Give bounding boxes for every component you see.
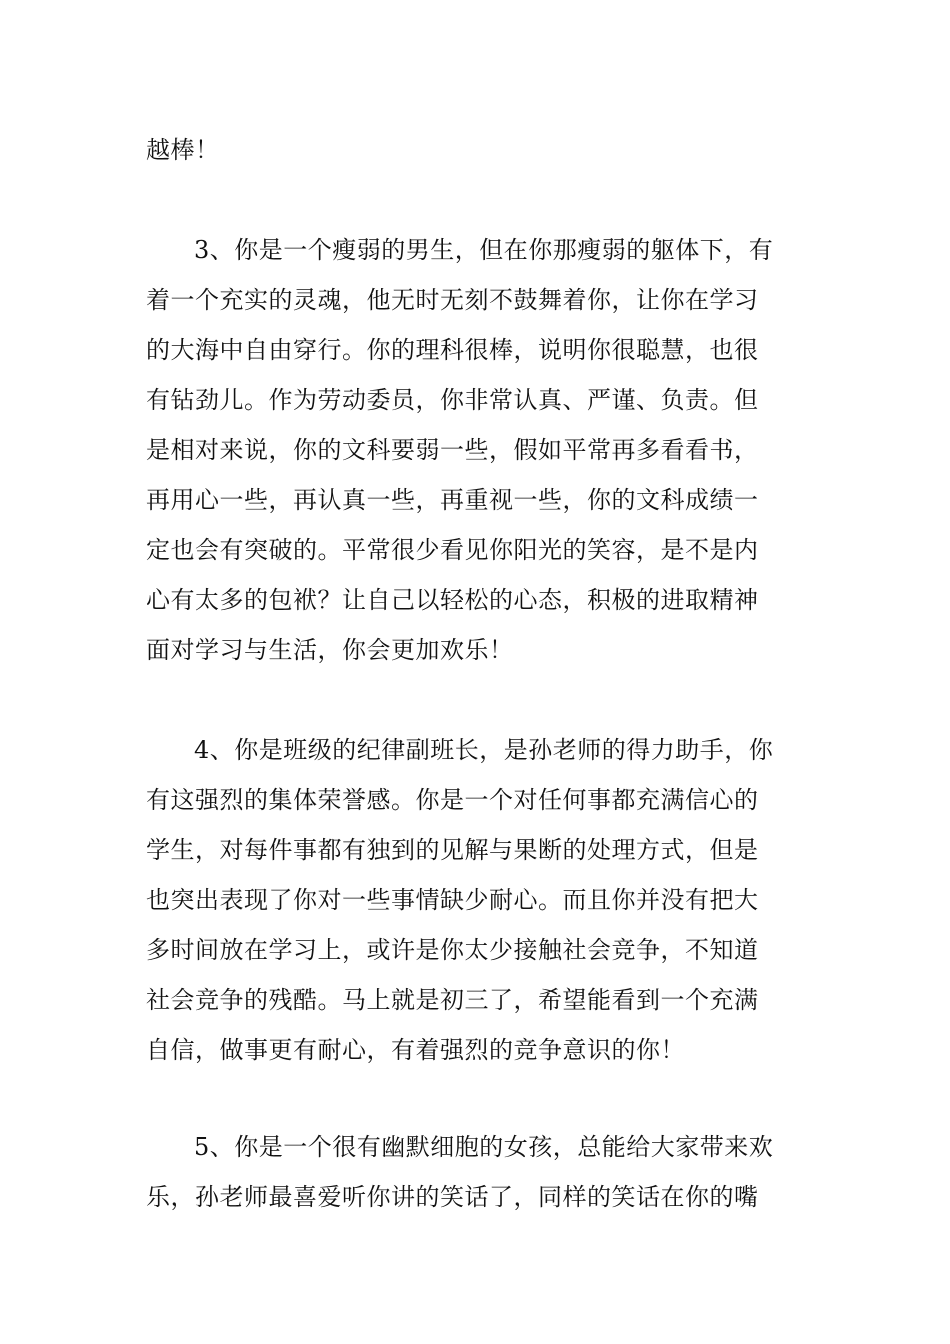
paragraph-4-line: 学生，对每件事都有独到的见解与果断的处理方式，但是: [146, 836, 759, 864]
paragraph-4-line: 有这强烈的集体荣誉感。你是一个对任何事都充满信心的: [146, 786, 759, 814]
paragraph-5-line: 乐，孙老师最喜爱听你讲的笑话了，同样的笑话在你的嘴: [146, 1183, 759, 1211]
paragraph-4-line: 4、你是班级的纪律副班长，是孙老师的得力助手，你: [194, 736, 774, 764]
paragraph-4-line: 社会竞争的残酷。马上就是初三了，希望能看到一个充满: [146, 986, 759, 1014]
paragraph-3-line: 着一个充实的灵魂，他无时无刻不鼓舞着你，让你在学习: [146, 286, 759, 314]
paragraph-3-line: 定也会有突破的。平常很少看见你阳光的笑容，是不是内: [146, 536, 759, 564]
paragraph-3-line: 3、你是一个瘦弱的男生，但在你那瘦弱的躯体下，有: [194, 236, 774, 264]
paragraph-4-line: 也突出表现了你对一些事情缺少耐心。而且你并没有把大: [146, 886, 759, 914]
paragraph-4-line: 自信，做事更有耐心，有着强烈的竞争意识的你！: [146, 1036, 685, 1064]
paragraph-3-line: 再用心一些，再认真一些，再重视一些，你的文科成绩一: [146, 486, 759, 514]
paragraph-tail-line: 越棒！: [146, 136, 220, 164]
paragraph-3-line: 心有太多的包袱？让自己以轻松的心态，积极的进取精神: [146, 586, 759, 614]
paragraph-3-line: 面对学习与生活，你会更加欢乐！: [146, 636, 514, 664]
paragraph-3-line: 的大海中自由穿行。你的理科很棒，说明你很聪慧，也很: [146, 336, 759, 364]
paragraph-5-line: 5、你是一个很有幽默细胞的女孩，总能给大家带来欢: [194, 1133, 774, 1161]
paragraph-3-line: 是相对来说，你的文科要弱一些，假如平常再多看看书，: [146, 436, 759, 464]
paragraph-4-line: 多时间放在学习上，或许是你太少接触社会竞争，不知道: [146, 936, 759, 964]
paragraph-3-line: 有钻劲儿。作为劳动委员，你非常认真、严谨、负责。但: [146, 386, 759, 414]
